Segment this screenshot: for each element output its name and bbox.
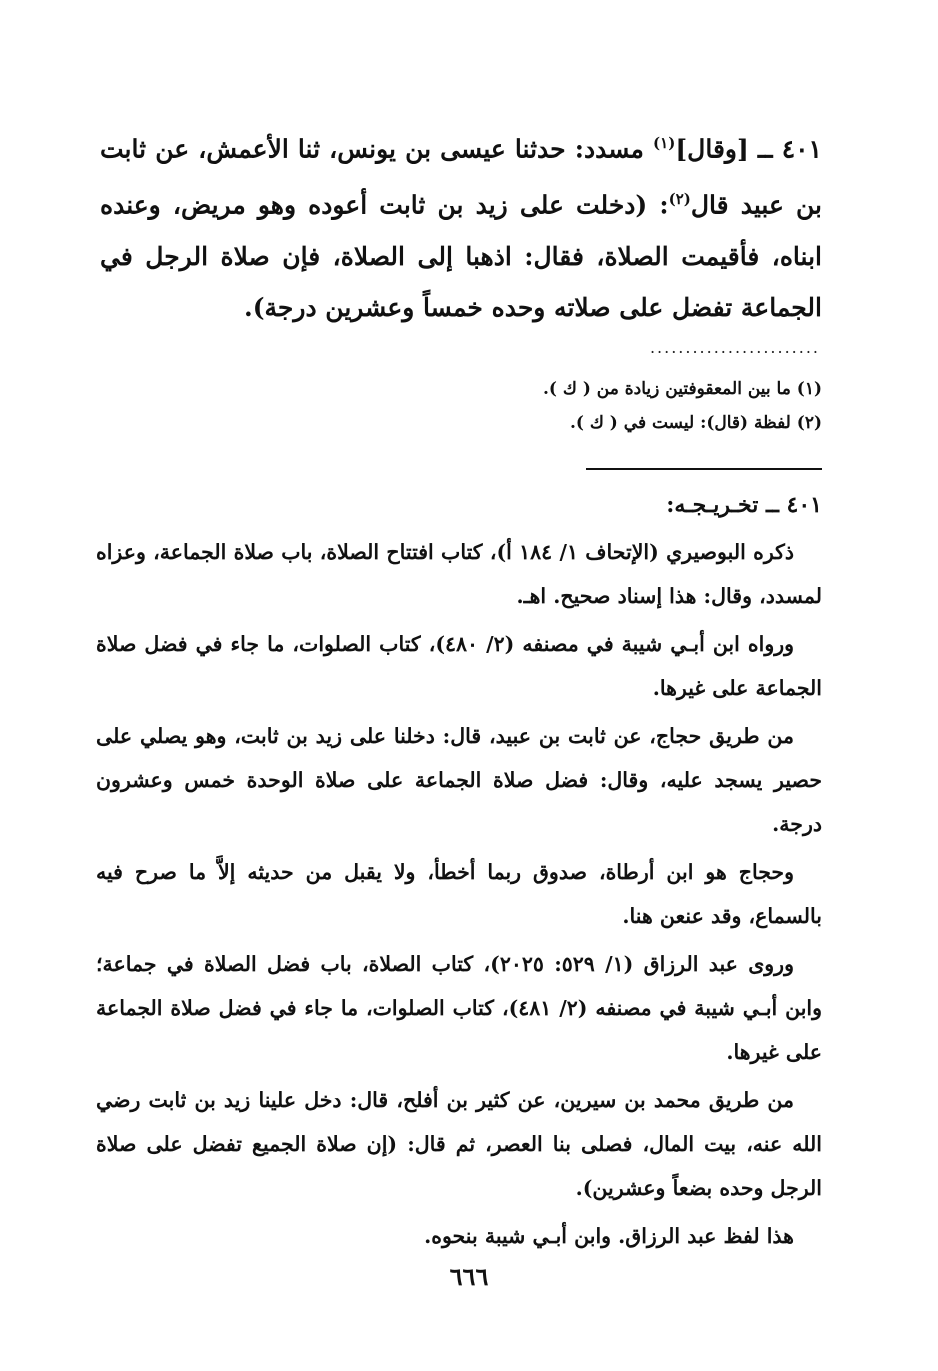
footnote-2: (٢) لفظة (قال): ليست في ( ك ).	[570, 413, 822, 433]
takhrij-paragraph: من طريق محمد بن سيرين، عن كثير بن أفلح، قال: دخل علينا زيد بن ثابت رضي الله عنه، بيت المال، فصلى بنا العصر، ثم قال: (إن صلاة الجميع تفضل على صلاة الرجل وحده بضعاً وعشرين).	[96, 1088, 822, 1200]
footnotes	[300, 372, 822, 440]
section-divider	[586, 468, 822, 470]
takhrij-paragraph: من طريق حجاج، عن ثابت بن عبيد، قال: دخلنا على زيد بن ثابت، وهو يصلي على حصير يسجد عليه، وقال: فضل صلاة الجماعة على صلاة الوحدة خمس وعشرون درجة.	[96, 724, 822, 836]
takhrij-paragraph: وحجاج هو ابن أرطاة، صدوق ربما أخطأ، ولا يقبل من حديثه إلاَّ ما صرح فيه بالسماع، وقد عنعن هنا.	[96, 860, 822, 928]
footnote-marker-1: (١)	[653, 134, 676, 152]
takhrij-paragraph: ورواه ابن أبـي شيبة في مصنفه (٢/ ٤٨٠)، كتاب الصلوات، ما جاء في فضل صلاة الجماعة على غيرها.	[96, 632, 822, 700]
hadith-opening: ٤٠١ ــ [وقال]	[675, 134, 822, 164]
takhrij-paragraph: وروى عبد الرزاق (١/ ٥٢٩: ٢٠٢٥)، كتاب الصلاة، باب فضل الصلاة في جماعة؛ وابن أبـي شيبة في مصنفه (٢/ ٤٨١)، كتاب الصلوات، ما جاء في فضل صلاة الجماعة على غيرها.	[96, 952, 823, 1064]
takhrij-paragraph: ذكره البوصيري (الإتحاف ١/ ١٨٤ أ)، كتاب افتتاح الصلاة، باب صلاة الجماعة، وعزاه لمسدد، وقال: هذا إسناد صحيح. اهـ.	[96, 540, 822, 608]
footnote-1: (١) ما بين المعقوفتين زيادة من ( ك ).	[543, 379, 822, 399]
hadith-text	[100, 118, 822, 333]
page-number: ٦٦٦	[449, 1262, 489, 1291]
takhrij-paragraph: هذا لفظ عبد الرزاق. وابن أبـي شيبة بنحوه.	[424, 1224, 794, 1248]
takhrij-body	[96, 530, 822, 1262]
footnote-separator: ........................	[649, 338, 820, 357]
hadith-isnad: مسدد: حدثنا عيسى بن يونس، ثنا الأعمش، عن ثابت بن عبيد قال	[100, 134, 822, 220]
takhrij-heading: ٤٠١ ــ تخـريـجـه:	[666, 492, 822, 518]
hadith-matn: : (دخلت على زيد بن ثابت أعوده وهو مريض، وعنده ابناه، فأقيمت الصلاة، فقال: اذهبا إلى الصلاة، فإن صلاة الرجل في الجماعة تفضل على صلاته وحده خمساً وعشرين درجة).	[100, 190, 822, 322]
footnote-marker-2: (٢)	[668, 190, 691, 209]
